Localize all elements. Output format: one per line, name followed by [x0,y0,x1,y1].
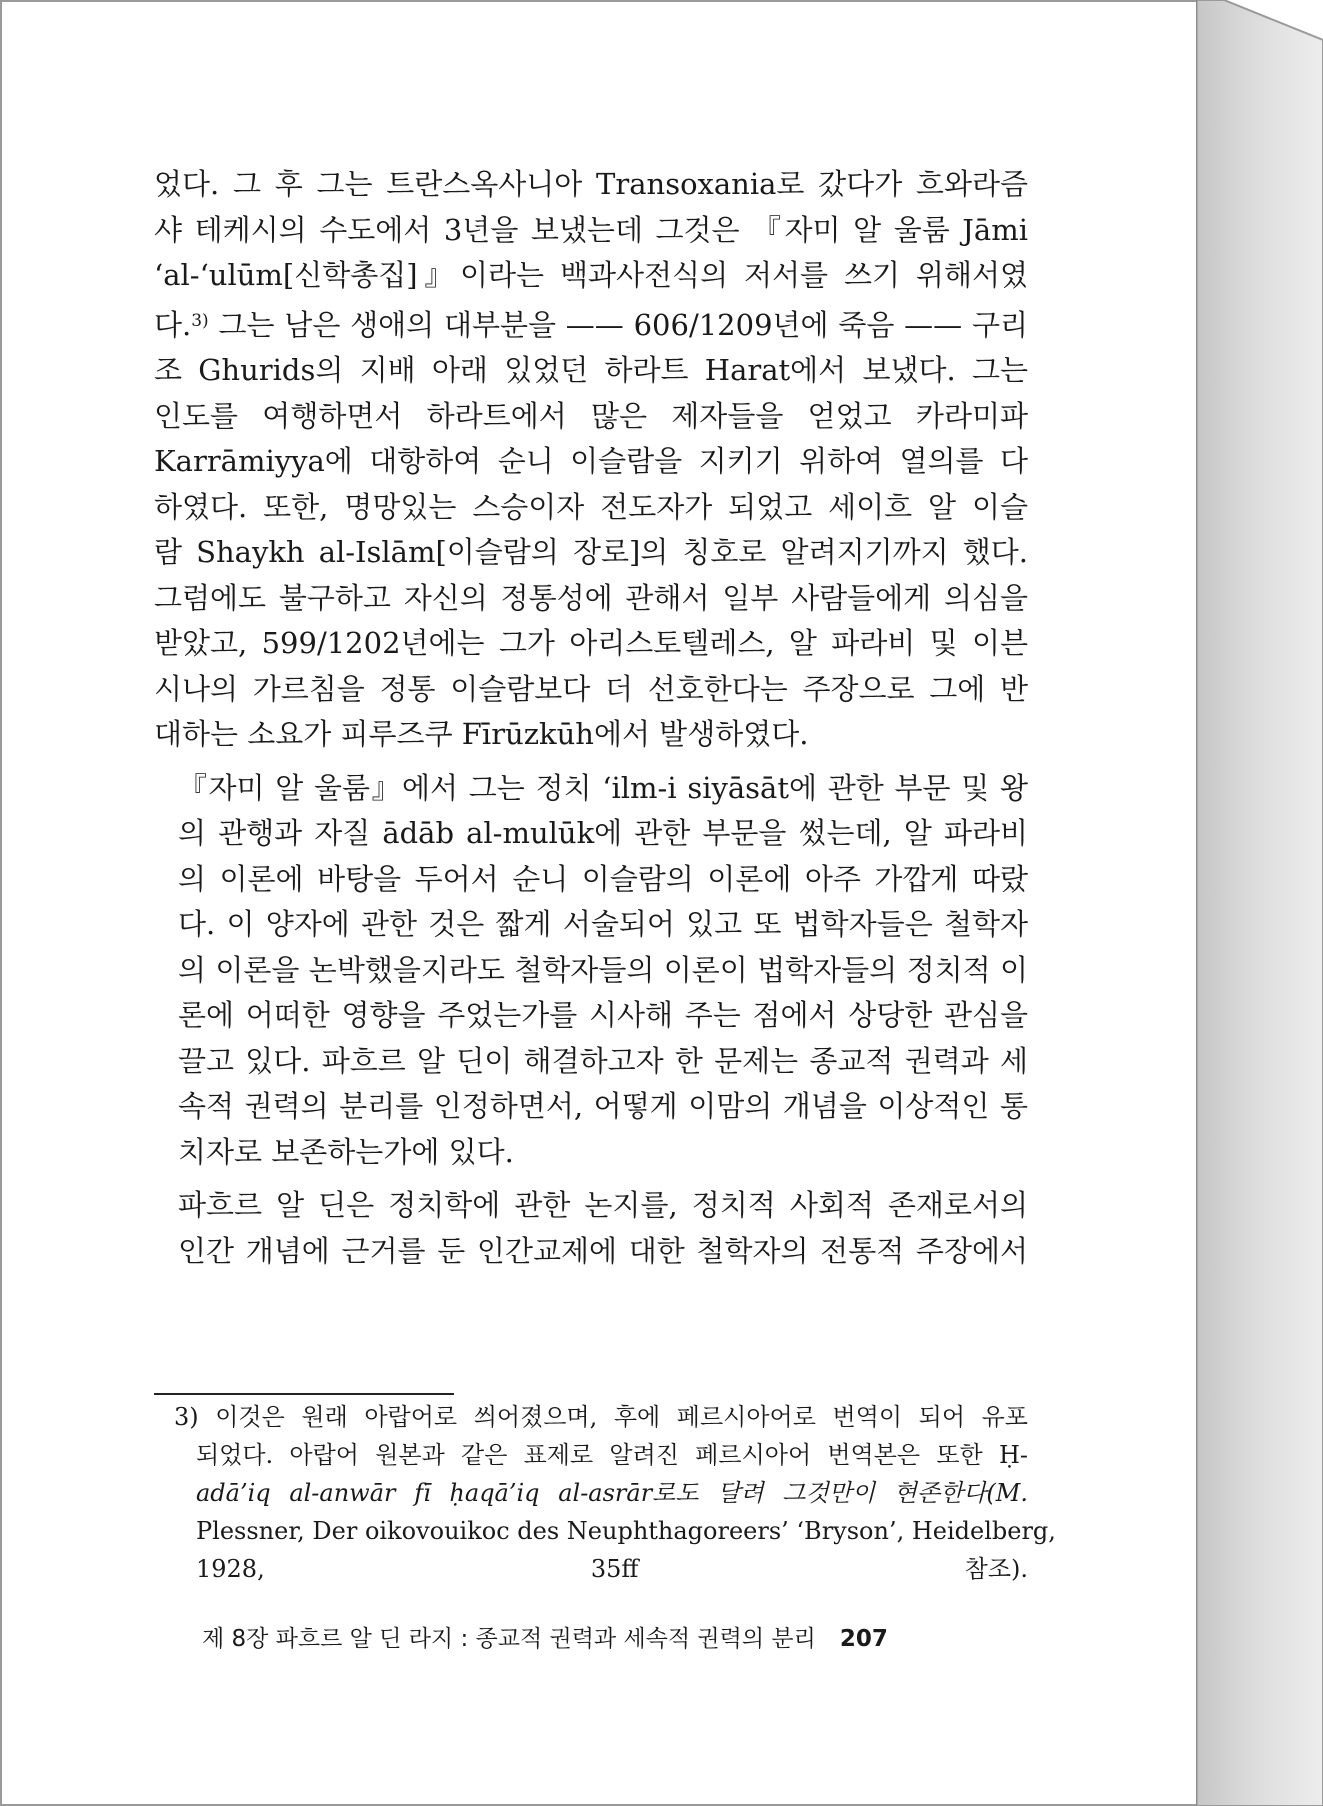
text-line [154,299,1028,349]
footnote [174,1398,1056,1588]
text-line: 다. 이 양자에 관한 것은 짧게 서술되어 있고 또 법학자들은 철학자 [178,907,1028,941]
text-line: 인간 개념에 근거를 둔 인간교제에 대한 철학자의 전통적 주장에서 [178,1233,1028,1268]
footnote-text: 이것은 원래 아랍어로 씌어졌으며, 후에 페르시아어로 번역이 되어 유포 [215,1403,1028,1431]
paragraph [154,766,1028,1176]
text-fragment: 그는 남은 생애의 대부분을 —— 606/1209년에 죽음 —— 구리 [218,307,1028,342]
text-line: 의 이론에 바탕을 두어서 순니 이슬람의 이론에 아주 가깝게 따랐 [178,861,1028,896]
text-line: 의 관행과 자질 ādāb al-mulūk에 관한 부문을 썼는데, 알 파라비 [178,816,1028,850]
book-page-stack-edge [1196,0,1323,1806]
body-text [154,162,1028,1274]
text-line: 치자로 보존하는가에 있다. [178,1134,514,1169]
footnote-line: adā’iq al-anwār fī ḥaqā’iq al-asrār로도 달려 그것만이 현존한다(M. [196,1479,1028,1507]
text-line: 조 Ghurids의 지배 아래 있었던 하라트 Harat에서 보냈다. 그는 [154,353,1028,387]
footnote-divider [154,1393,454,1395]
text-line: 하였다. 또한, 명망있는 스승이자 전도자가 되었고 세이흐 알 이슬 [154,489,1028,524]
text-line: 그럼에도 불구하고 자신의 정통성에 관해서 일부 사람들에게 의심을 [154,580,1028,615]
text-line: 었다. 그 후 그는 트란스옥사니아 Transoxania로 갔다가 흐와라즘 [154,167,1028,201]
text-line: ‘al-‘ulūm[신학총집]』이라는 백과사전식의 저서를 쓰기 위해서였 [154,258,1028,292]
text-line: 속적 권력의 분리를 인정하면서, 어떻게 이맘의 개념을 이상적인 통 [178,1089,1028,1123]
paragraph [154,162,1028,758]
paragraph [154,1183,1028,1274]
text-line: 받았고, 599/1202년에는 그가 아리스토텔레스, 알 파라비 및 이븐 [154,626,1028,660]
footnote-reference[interactable]: 3) [191,310,209,331]
footnote-line: 되었다. 아랍어 원본과 같은 표제로 알려진 페르시아어 번역본은 또한 Ḥ- [196,1441,1028,1469]
text-line: 샤 테케시의 수도에서 3년을 보냈는데 그것은 『자미 알 울룸 Jāmi [154,212,1028,247]
text-line: 론에 어떠한 영향을 주었는가를 시사해 주는 점에서 상당한 관심을 [178,998,1028,1032]
footnote-line: 1928, 35ff 참조). [196,1555,1028,1583]
footnote-line: Plessner, Der oikovouikoc des Neuphthagoreers’ ‘Bryson’, Heidelberg, [196,1517,1056,1545]
text-line: 끌고 있다. 파흐르 알 딘이 해결하고자 한 문제는 종교적 권력과 세 [178,1043,1028,1078]
text-line: 인도를 여행하면서 하라트에서 많은 제자들을 얻었고 카라미파 [154,398,1028,433]
text-line: 시나의 가르침을 정통 이슬람보다 더 선호한다는 주장으로 그에 반 [154,671,1028,706]
text-line: 파흐르 알 딘은 정치학에 관한 논지를, 정치적 사회적 존재로서의 [178,1188,1028,1222]
text-line: 대하는 소요가 피루즈쿠 Fīrūzkūh에서 발생하였다. [154,717,809,751]
text-line: Karrāmiyya에 대항하여 순니 이슬람을 지키기 위하여 열의를 다 [154,444,1028,478]
text-fragment: 다. [154,307,192,342]
text-line: 의 이론을 논박했을지라도 철학자들의 이론이 법학자들의 정치적 이 [178,952,1028,987]
footnote-mark: 3) [174,1403,199,1431]
page-number: 207 [839,1626,888,1652]
footnote-line [174,1398,1028,1436]
chapter-title: 제 8장 파흐르 알 딘 라지 : 종교적 권력과 세속적 권력의 분리 [202,1626,816,1652]
running-footer [202,1620,1032,1653]
text-line: 『자미 알 울룸』에서 그는 정치 ‘ilm-i siyāsāt에 관한 부문 및 왕 [178,770,1028,805]
text-line: 람 Shaykh al-Islām[이슬람의 장로]의 칭호로 알려지기까지 했다. [154,535,1028,569]
